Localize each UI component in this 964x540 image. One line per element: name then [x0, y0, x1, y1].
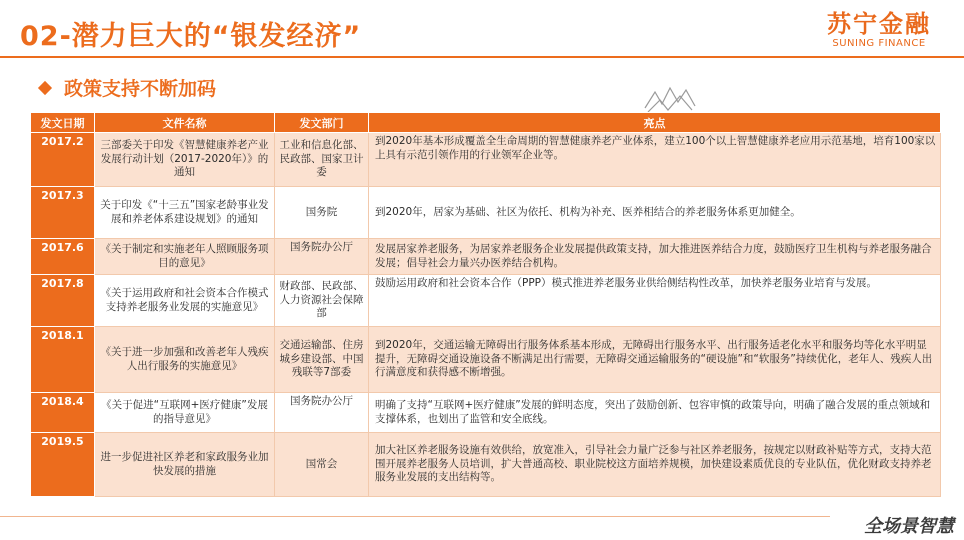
table-row [31, 327, 941, 393]
cell-highlight: 到2020年基本形成覆盖全生命周期的智慧健康养老产业体系，建立100个以上智慧健康养老应用示范基地，培育100家以上具有示范引领作用的行业领军企业等。 [369, 133, 941, 187]
cell-document-name: 《关于制定和实施老年人照顾服务项目的意见》 [95, 239, 275, 275]
cell-highlight: 明确了支持“互联网+医疗健康”发展的鲜明态度，突出了鼓励创新、包容审慎的政策导向，明确了融合发展的重点领域和支撑体系，也划出了监管和安全底线。 [369, 393, 941, 433]
policy-table [30, 112, 941, 497]
cell-highlight: 发展居家养老服务，为居家养老服务企业发展提供政策支持，加大推进医养结合力度，鼓励医疗卫生机构与养老服务融合发展；倡导社会力量兴办医养结合机构。 [369, 239, 941, 275]
cell-document-name: 《关于促进“互联网+医疗健康”发展的指导意见》 [95, 393, 275, 433]
cell-highlight: 加大社区养老服务设施有效供给，放宽准入，引导社会力量广泛参与社区养老服务，按规定以财政补贴等方式，支持大范围开展养老服务人员培训，扩大普通高校、职业院校这方面培养规模，加快建设素质优良的专业队伍，优化财政支持养老服务业发展的支出结构等。 [369, 433, 941, 497]
cell-date: 2019.5 [31, 433, 95, 497]
table-header-row [31, 113, 941, 133]
cell-date: 2017.3 [31, 187, 95, 239]
footer-divider [0, 516, 830, 517]
column-header-date: 发文日期 [31, 113, 95, 133]
table-row [31, 239, 941, 275]
cell-department: 国常会 [275, 433, 369, 497]
cell-department: 国务院办公厅 [275, 239, 369, 275]
cell-department: 工业和信息化部、民政部、国家卫计委 [275, 133, 369, 187]
cell-department: 国务院办公厅 [275, 393, 369, 433]
cell-date: 2017.2 [31, 133, 95, 187]
section-heading-text: 政策支持不断加码 [64, 78, 217, 100]
header-divider [0, 56, 964, 58]
diamond-bullet-icon [38, 80, 52, 94]
header [0, 0, 964, 64]
table-row [31, 275, 941, 327]
cell-document-name: 进一步促进社区养老和家政服务业加快发展的措施 [95, 433, 275, 497]
column-header-highlight: 亮点 [369, 113, 941, 133]
column-header-dept: 发文部门 [275, 113, 369, 133]
cell-date: 2017.8 [31, 275, 95, 327]
page-title: 02-潜力巨大的“银发经济” [20, 21, 362, 52]
brand-logo [824, 10, 934, 50]
table-row [31, 133, 941, 187]
cell-document-name: 《关于运用政府和社会资本合作模式支持养老服务业发展的实施意见》 [95, 275, 275, 327]
cell-department: 交通运输部、住房城乡建设部、中国残联等7部委 [275, 327, 369, 393]
cell-date: 2018.4 [31, 393, 95, 433]
logo-text-en: SUNING FINANCE [832, 38, 926, 49]
cell-document-name: 关于印发《“十三五”国家老龄事业发展和养老体系建设规划》的通知 [95, 187, 275, 239]
column-header-name: 文件名称 [95, 113, 275, 133]
cell-document-name: 《关于进一步加强和改善老年人残疾人出行服务的实施意见》 [95, 327, 275, 393]
cell-highlight: 鼓励运用政府和社会资本合作（PPP）模式推进养老服务业供给侧结构性改革，加快养老服务业培育与发展。 [369, 275, 941, 327]
footer-brand-slogan: 全场景智慧 [864, 516, 954, 537]
cell-date: 2018.1 [31, 327, 95, 393]
cell-date: 2017.6 [31, 239, 95, 275]
cell-department: 财政部、民政部、人力资源社会保障部 [275, 275, 369, 327]
cell-document-name: 三部委关于印发《智慧健康养老产业发展行动计划（2017-2020年）》的通知 [95, 133, 275, 187]
cell-department: 国务院 [275, 187, 369, 239]
table-row [31, 433, 941, 497]
cell-highlight: 到2020年，交通运输无障碍出行服务体系基本形成，无障碍出行服务水平、出行服务适老化水平和服务均等化水平明显提升，无障碍交通设施设备不断满足出行需要，无障碍交通运输服务的“硬设施”和“软服务”持续优化，老年人、残疾人出行满意度和获得感不断增强。 [369, 327, 941, 393]
table-row [31, 187, 941, 239]
logo-text-cn: 苏宁金融 [827, 10, 931, 38]
section-heading [40, 74, 216, 101]
table-row [31, 393, 941, 433]
cell-highlight: 到2020年，居家为基础、社区为依托、机构为补充、医养相结合的养老服务体系更加健全。 [369, 187, 941, 239]
